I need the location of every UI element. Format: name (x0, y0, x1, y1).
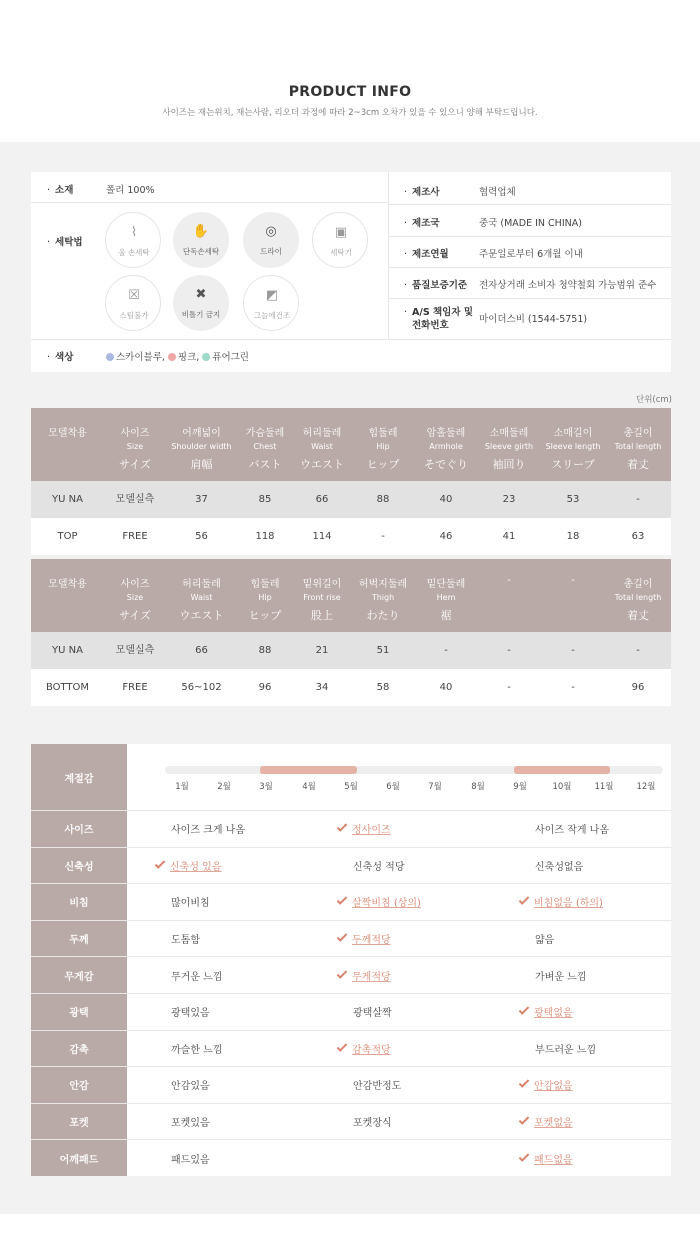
feature-option (309, 957, 491, 993)
table-cell: 63 (631, 531, 645, 542)
color-swatch (106, 353, 114, 361)
header-cell (605, 408, 671, 481)
feature-option (491, 1067, 673, 1103)
header-ko: 사이즈 (120, 579, 150, 590)
table-cell: - (571, 682, 575, 693)
manufacturer-value: 협력업체 (479, 187, 516, 198)
header-jp: そでぐり (424, 458, 468, 471)
header-en: Chest (253, 442, 277, 451)
feature-row (31, 1030, 671, 1067)
feature-label: 포켓 (31, 1104, 127, 1140)
month-label: 1월 (175, 782, 189, 792)
manufacturer-label: · 제조사 (404, 187, 440, 198)
wash-method-label: 드라이 (260, 247, 282, 256)
as-label: · A/S 책임자 및 (404, 307, 474, 318)
month-label: 12월 (636, 782, 656, 792)
washing-machine-icon: ▣ (334, 225, 348, 240)
feature-label: 신축성 (31, 848, 127, 884)
check-icon (519, 1151, 530, 1162)
feature-option (309, 994, 491, 1030)
feature-option (127, 1140, 309, 1176)
header-jp: 裾 (440, 609, 452, 622)
table-cell: 96 (631, 682, 645, 693)
warranty-label: · 품질보증기준 (404, 280, 468, 291)
month-label: 6월 (386, 782, 400, 792)
feature-option (309, 1104, 491, 1140)
feature-option (309, 921, 491, 957)
feature-row (31, 1103, 671, 1140)
table-header-row (31, 559, 671, 632)
table-cell: - (507, 682, 511, 693)
header-cell (31, 559, 104, 632)
wash-method-7 (243, 275, 299, 331)
color-list (106, 349, 249, 363)
header-jp: バスト (248, 458, 282, 471)
feature-option-text: 광택있음 (171, 1008, 210, 1020)
header-ko: - (507, 575, 511, 586)
wash-method-label: 세탁기 (330, 248, 352, 257)
header-ko: 힙둘레 (368, 428, 398, 439)
color-label: · 색상 (47, 352, 74, 363)
feature-row (31, 920, 671, 957)
month-label: 8월 (471, 782, 485, 792)
check-icon (337, 968, 348, 979)
feature-option (491, 921, 673, 957)
feature-option-text: 정사이즈 (352, 825, 391, 837)
feature-option (127, 921, 309, 957)
feature-option-text: 살짝비침 (상의) (352, 898, 421, 910)
header-en: Armhole (429, 442, 463, 451)
feature-option-text: 안감있음 (171, 1081, 210, 1093)
wash-method-label: 단독손세탁 (182, 247, 220, 256)
check-icon (337, 821, 348, 832)
table-cell: - (571, 645, 575, 656)
wash-method-label: 비틀기 금지 (181, 310, 221, 319)
feature-row (31, 993, 671, 1030)
feature-row (31, 810, 671, 847)
feature-option (127, 811, 309, 847)
table-cell: 모델실측 (115, 494, 155, 505)
table-cell: - (507, 645, 511, 656)
feature-option-text: 무거운 느낌 (171, 971, 223, 983)
table-header-row (31, 408, 671, 481)
header-cell (293, 559, 351, 632)
header-ko: 허리둘레 (302, 428, 342, 439)
header-ko: 모델착용 (48, 428, 87, 439)
feature-option-text: 광택살짝 (353, 1008, 392, 1020)
wash-method-label: 스팀불가 (119, 311, 149, 320)
feature-option-text: 가벼운 느낌 (535, 971, 587, 983)
table-cell: - (444, 645, 448, 656)
header-en: Size (126, 442, 144, 451)
header-cell (351, 408, 415, 481)
info-divider (31, 339, 671, 340)
header-ko: - (571, 575, 575, 586)
season-track (165, 766, 663, 774)
table-cell: 모델실측 (115, 645, 155, 656)
wash-method-1 (105, 212, 161, 268)
material-value: 폴리 100% (106, 185, 155, 196)
table-cell: 56 (195, 531, 208, 542)
feature-table (31, 744, 671, 1176)
header-cell (477, 408, 541, 481)
feature-option-text: 많이비침 (171, 898, 210, 910)
table-cell: 34 (315, 682, 329, 693)
info-divider (388, 172, 389, 339)
month-label: 2월 (217, 782, 231, 792)
no-steam-icon: ☒ (128, 288, 140, 303)
product-info-panel (31, 172, 671, 372)
header-en: Size (126, 593, 144, 602)
header-cell (237, 408, 293, 481)
page-subtitle: 사이즈는 재는위치, 재는사람, 리오더 과정에 따라 2~3cm 오차가 있을 수 있으니 양해 부탁드립니다. (162, 108, 538, 118)
month-label: 11월 (594, 782, 614, 792)
month-label: 7월 (428, 782, 442, 792)
dry-clean-icon: ◎ (265, 224, 277, 239)
header-jp: 股上 (311, 609, 333, 622)
feature-option-text: 패드있음 (171, 1154, 210, 1166)
header-jp: 袖回り (492, 458, 526, 471)
feature-option (491, 848, 673, 884)
header-en: Total length (614, 593, 662, 602)
feature-option (309, 811, 491, 847)
feature-option (309, 1140, 491, 1176)
feature-label: 무게감 (31, 957, 127, 993)
wash-label: · 세탁법 (47, 237, 83, 248)
header-cell (605, 559, 671, 632)
warranty-value: 전자상거래 소비자 청약철회 가능범위 준수 (479, 280, 657, 291)
wool-wash-icon: ⌇ (130, 225, 138, 240)
month-label: 4월 (302, 782, 316, 792)
header-en: Waist (190, 593, 213, 602)
header-ko: 암홀둘레 (426, 428, 466, 439)
header-en: Sleeve girth (484, 442, 534, 451)
header-jp: ウエスト (179, 609, 224, 622)
color-name: 핑크, (177, 352, 200, 363)
table-cell: 37 (195, 494, 208, 505)
table-cell: 53 (566, 494, 580, 505)
month-label: 5월 (344, 782, 358, 792)
table-cell: 114 (312, 531, 332, 542)
feature-option-text: 감촉적당 (352, 1044, 391, 1056)
feature-option (491, 994, 673, 1030)
check-icon (337, 895, 348, 906)
table-cell: 56~102 (181, 682, 222, 693)
table-cell: YU NA (52, 645, 83, 656)
season-fill (260, 766, 357, 774)
table-cell: 51 (376, 645, 390, 656)
table-cell: 96 (258, 682, 272, 693)
feature-option (127, 994, 309, 1030)
month-label: 10월 (552, 782, 572, 792)
feature-option (127, 1067, 309, 1103)
no-wring-icon: ✖ (195, 287, 207, 302)
info-divider (388, 204, 671, 205)
table-cell: 85 (258, 494, 272, 505)
header-jp: サイズ (118, 458, 152, 471)
wash-method-label: 그늘에건조 (253, 311, 291, 320)
wash-method-3 (243, 212, 299, 268)
check-icon (155, 858, 166, 869)
table-cell: 40 (439, 682, 453, 693)
material-label: · 소재 (47, 185, 74, 196)
feature-option-text: 사이즈 작게 나옴 (535, 825, 609, 837)
feature-option (127, 957, 309, 993)
header-jp: サイズ (118, 609, 152, 622)
header-cell (237, 559, 293, 632)
header-ko: 밑위길이 (302, 579, 342, 590)
hand-wash-icon: ✋ (192, 224, 210, 239)
info-divider (388, 267, 671, 268)
top-size-table (31, 408, 671, 555)
wash-method-4 (312, 212, 368, 268)
table-cell: 40 (439, 494, 453, 505)
color-swatch (202, 353, 210, 361)
color-item (168, 352, 199, 363)
table-cell: BOTTOM (45, 682, 90, 693)
wash-method-5 (105, 275, 161, 331)
header-cell (293, 408, 351, 481)
header-cell (415, 559, 477, 632)
wash-method-6 (173, 275, 229, 331)
country-value: 중국 (MADE IN CHINA) (479, 218, 582, 229)
header-cell (415, 408, 477, 481)
header-jp: 着丈 (627, 609, 649, 622)
header-ko: 총길이 (623, 428, 653, 439)
header-ko: 어깨넓이 (182, 428, 221, 439)
check-icon (519, 895, 530, 906)
feature-row (31, 883, 671, 920)
feature-row (31, 1066, 671, 1103)
header-ko: 가슴둘레 (245, 428, 285, 439)
season-label: 계절감 (31, 744, 127, 810)
feature-option-text: 패드없음 (534, 1154, 573, 1166)
table-row (31, 518, 671, 555)
header-jp: ヒップ (248, 609, 282, 622)
wash-method-label: 울 손세탁 (118, 248, 150, 257)
header-ko: 소매길이 (553, 428, 593, 439)
header-cell (166, 559, 237, 632)
table-cell: 46 (439, 531, 453, 542)
country-label: · 제조국 (404, 218, 440, 229)
header-cell (477, 559, 541, 632)
season-row (31, 744, 671, 810)
feature-label: 감촉 (31, 1031, 127, 1067)
color-name: 스카이블루, (116, 352, 165, 363)
header-en: Sleeve length (545, 442, 601, 451)
feature-option (309, 884, 491, 920)
color-swatch (168, 353, 176, 361)
feature-option-text: 신축성없음 (535, 861, 584, 873)
table-cell: 88 (258, 645, 272, 656)
feature-label: 광택 (31, 994, 127, 1030)
shade-dry-icon: ◩ (265, 288, 279, 303)
feature-option (309, 848, 491, 884)
feature-option-text: 무게적당 (352, 971, 391, 983)
table-cell: 21 (315, 645, 329, 656)
header-cell (541, 559, 605, 632)
table-cell: 41 (502, 531, 516, 542)
table-cell: TOP (57, 531, 78, 542)
header-ko: 소매둘레 (489, 428, 529, 439)
feature-option-text: 안감반정도 (353, 1081, 402, 1093)
check-icon (519, 1078, 530, 1089)
color-name: 퓨어그린 (212, 352, 249, 363)
table-cell: 23 (502, 494, 516, 505)
feature-option (127, 884, 309, 920)
feature-option-text: 광택없음 (534, 1008, 573, 1020)
feature-label: 두께 (31, 921, 127, 957)
header-cell (166, 408, 237, 481)
feature-option (491, 1140, 673, 1176)
feature-option-text: 부드러운 느낌 (535, 1044, 597, 1056)
info-divider (31, 202, 388, 203)
header-cell (31, 408, 104, 481)
header-ko: 총길이 (623, 579, 653, 590)
header-jp: ヒップ (366, 458, 400, 471)
feature-option (491, 1104, 673, 1140)
header-jp: わたり (366, 609, 400, 622)
table-cell: FREE (122, 682, 148, 693)
feature-option (491, 811, 673, 847)
feature-option (127, 848, 309, 884)
feature-option (309, 1067, 491, 1103)
feature-option-text: 얇음 (535, 935, 555, 947)
header-ko: 허리둘레 (182, 579, 221, 590)
info-divider (388, 298, 671, 299)
feature-option-text: 포켓있음 (171, 1118, 210, 1130)
feature-row (31, 847, 671, 884)
feature-label: 어깨패드 (31, 1140, 127, 1176)
table-cell: YU NA (52, 494, 83, 505)
feature-label: 사이즈 (31, 811, 127, 847)
check-icon (337, 1041, 348, 1052)
feature-option-text: 도톰함 (171, 935, 200, 947)
feature-option-text: 신축성 적당 (353, 861, 405, 873)
feature-option-text: 두께적당 (352, 935, 391, 947)
header-cell (104, 408, 166, 481)
feature-option-text: 사이즈 크게 나옴 (171, 825, 245, 837)
header-en: Front rise (303, 593, 341, 602)
table-cell: 18 (566, 531, 580, 542)
unit-label: 단위(cm) (635, 395, 672, 405)
feature-option (491, 884, 673, 920)
month-label: 9월 (513, 782, 527, 792)
table-cell: 66 (315, 494, 329, 505)
header-ko: 허벅지둘레 (358, 579, 408, 590)
header-cell (541, 408, 605, 481)
header-jp: ウエスト (300, 458, 344, 471)
header-cell (351, 559, 415, 632)
header-jp: スリーブ (551, 458, 595, 471)
header-cell (104, 559, 166, 632)
feature-label: 비침 (31, 884, 127, 920)
header-ko: 모델착용 (48, 579, 87, 590)
header-en: Hem (436, 593, 456, 602)
table-cell: - (381, 531, 385, 542)
feature-label: 안감 (31, 1067, 127, 1103)
color-item (202, 352, 249, 363)
date-label: · 제조연월 (404, 249, 449, 260)
feature-row (31, 956, 671, 993)
table-row (31, 669, 671, 706)
table-row (31, 481, 671, 518)
header-jp: 肩幅 (190, 458, 213, 471)
wash-method-2 (173, 212, 229, 268)
feature-option (309, 1031, 491, 1067)
date-value: 주문일로부터 6개월 이내 (479, 249, 583, 260)
feature-option-text: 까슬한 느낌 (171, 1044, 223, 1056)
table-cell: 88 (376, 494, 390, 505)
check-icon (519, 1004, 530, 1015)
header-ko: 사이즈 (120, 428, 150, 439)
header-en: Waist (311, 442, 333, 451)
header-en: Shoulder width (171, 442, 232, 451)
feature-option (127, 1104, 309, 1140)
feature-option (491, 957, 673, 993)
header-ko: 밑단둘레 (426, 579, 466, 590)
info-divider (388, 236, 671, 237)
table-cell: FREE (122, 531, 148, 542)
header-jp: 着丈 (627, 458, 649, 471)
color-item (106, 352, 165, 363)
check-icon (519, 1114, 530, 1125)
table-row (31, 632, 671, 669)
header-en: Hip (376, 442, 390, 451)
header-en: Thigh (371, 593, 395, 602)
table-cell: 118 (255, 531, 275, 542)
bottom-size-table (31, 559, 671, 706)
as-value: 마이더스비 (1544-5751) (479, 314, 588, 325)
page-title: PRODUCT INFO (288, 84, 412, 100)
table-cell: - (636, 494, 640, 505)
feature-row (31, 1139, 671, 1176)
as-label-line2: 전화번호 (412, 320, 449, 331)
feature-option-text: 포켓장식 (353, 1118, 392, 1130)
feature-option-text: 비침없음 (하의) (534, 898, 603, 910)
table-cell: - (636, 645, 640, 656)
header-en: Total length (614, 442, 662, 451)
season-fill (514, 766, 610, 774)
page-header (0, 0, 700, 142)
feature-option-text: 포켓없음 (534, 1118, 573, 1130)
check-icon (337, 931, 348, 942)
table-cell: 58 (376, 682, 390, 693)
feature-option (127, 1031, 309, 1067)
feature-option-text: 신축성 있음 (170, 861, 222, 873)
header-en: Hip (258, 593, 272, 602)
feature-option-text: 안감없음 (534, 1081, 573, 1093)
month-label: 3월 (259, 782, 273, 792)
feature-option (491, 1031, 673, 1067)
table-cell: 66 (195, 645, 208, 656)
header-ko: 힙둘레 (250, 579, 280, 590)
